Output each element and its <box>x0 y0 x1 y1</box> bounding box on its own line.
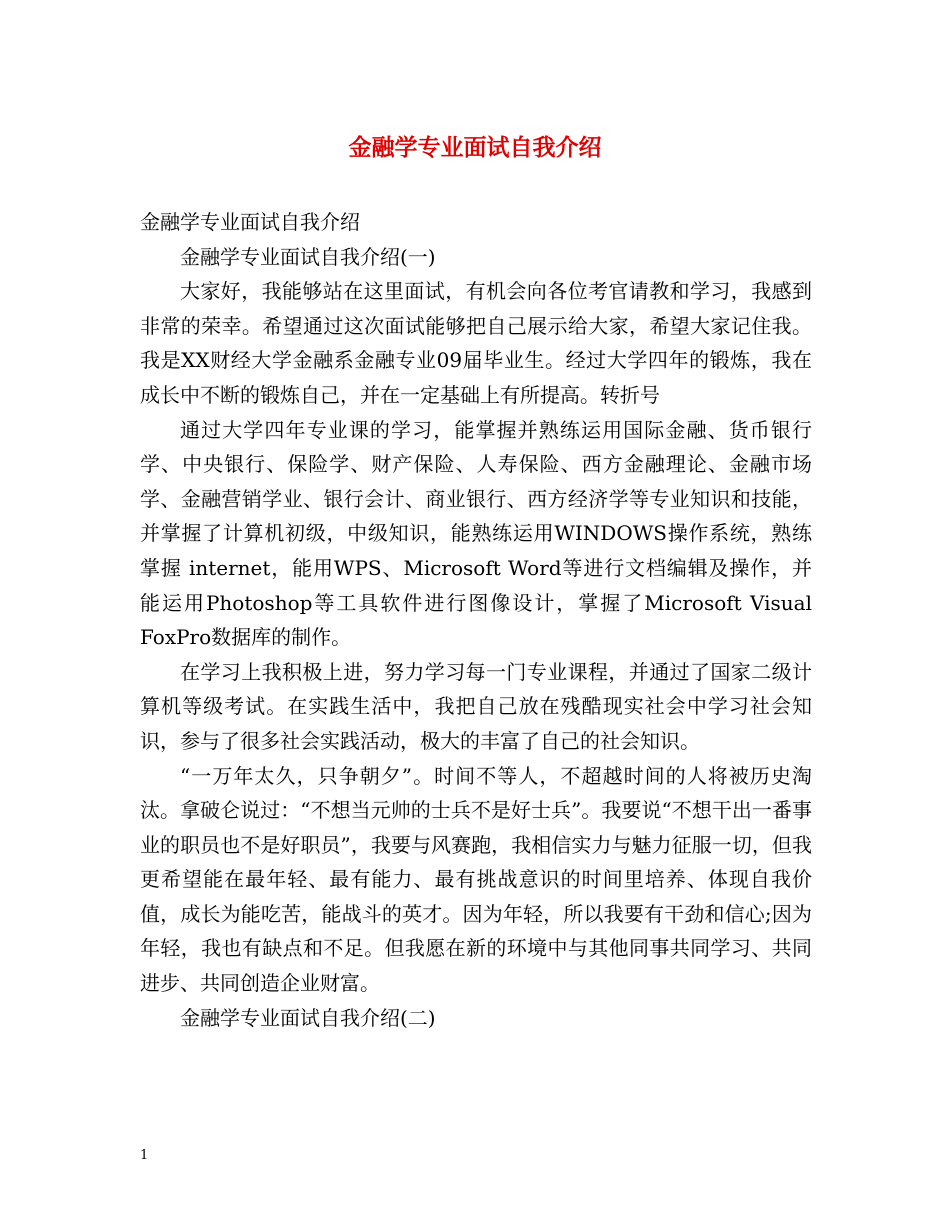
body-paragraph: “一万年太久，只争朝夕”。时间不等人，不超越时间的人将被历史淘汰。拿破仑说过：“不想当元帅的士兵不是好士兵”。我要说“不想干出一番事业的职员也不是好职员”，我要与风赛跑，我相信实力与魅力征服一切，但我更希望能在最年轻、最有能力、最有挑战意识的时间里培养、体现自我价值，成长为能吃苦，能战斗的英才。因为年轻，所以我要有干劲和信心;因为年轻，我也有缺点和不足。但我愿在新的环境中与其他同事共同学习、共同进步、共同创造企业财富。 <box>140 763 812 996</box>
document-title: 金融学专业面试自我介绍 <box>348 134 602 161</box>
document-body <box>140 205 812 1035</box>
section-heading-two: 金融学专业面试自我介绍(二) <box>180 1005 436 1030</box>
body-paragraph: 在学习上我积极上进，努力学习每一门专业课程，并通过了国家二级计算机等级考试。在实践生活中，我把自己放在残酷现实社会中学习社会知识，参与了很多社会实践活动，极大的丰富了自己的社会知识。 <box>140 659 812 753</box>
section-heading-one: 金融学专业面试自我介绍(一) <box>180 244 436 269</box>
body-paragraph: 大家好，我能够站在这里面试，有机会向各位考官请教和学习，我感到非常的荣幸。希望通过这次面试能够把自己展示给大家，希望大家记住我。我是XX财经大学金融系金融专业09届毕业生。经过大学四年的锻炼，我在成长中不断的锻炼自己，并在一定基础上有所提高。转折号 <box>140 279 812 407</box>
body-paragraph: 通过大学四年专业课的学习，能掌握并熟练运用国际金融、货币银行学、中央银行、保险学、财产保险、人寿保险、西方金融理论、金融市场学、金融营销学业、银行会计、商业银行、西方经济学等专业知识和技能，并掌握了计算机初级，中级知识，能熟练运用WINDOWS操作系统，熟练掌握 internet，能用WPS、Microsoft Word等进行文档编辑及操作，并能运用Photoshop等工具软件进行图像设计，掌握了Microsoft Visual FoxPro数据库的制作。 <box>140 417 812 650</box>
body-paragraph-heading: 金融学专业面试自我介绍 <box>140 210 360 234</box>
page-number: 1 <box>140 1148 149 1163</box>
